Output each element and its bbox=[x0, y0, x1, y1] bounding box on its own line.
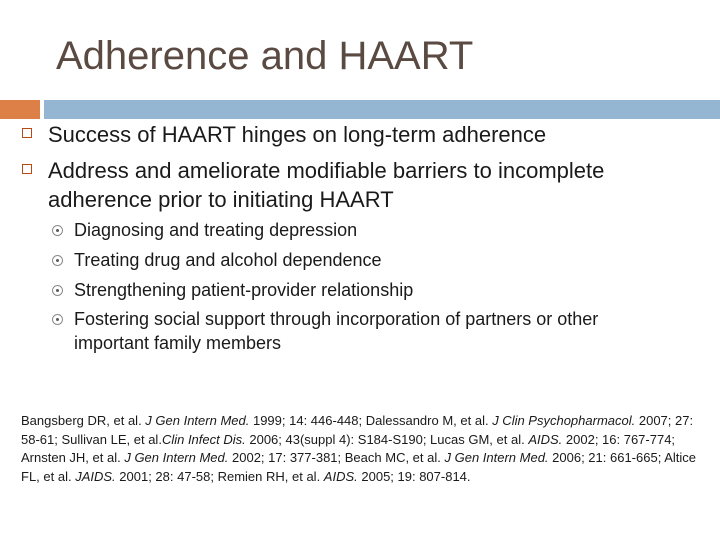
accent-bar-blue bbox=[44, 100, 720, 119]
sub-bullet-item bbox=[74, 307, 674, 355]
reference-authors: Altice FL, et al. bbox=[21, 450, 696, 484]
reference-details: 2006; 21: 661-665; bbox=[548, 450, 665, 465]
sub-bullet-item bbox=[74, 278, 674, 302]
reference-details: 2002; 17: 377-381; bbox=[228, 450, 345, 465]
reference-citation bbox=[61, 432, 430, 447]
slide-title: Adherence and HAART bbox=[56, 34, 474, 78]
sub-bullet-text: Treating drug and alcohol dependence bbox=[74, 250, 382, 270]
bullet-item bbox=[48, 120, 688, 149]
reference-citation bbox=[430, 432, 675, 447]
bullet-text: Success of HAART hinges on long-term adherence bbox=[48, 122, 547, 147]
sub-bullet-item bbox=[74, 248, 674, 272]
sub-bullet-text: Diagnosing and treating depression bbox=[74, 220, 358, 240]
circle-dot-bullet-icon bbox=[52, 255, 63, 266]
reference-journal: J Gen Intern Med. bbox=[444, 450, 549, 465]
reference-citation bbox=[21, 413, 366, 428]
reference-authors: Lucas GM, et al. bbox=[430, 431, 529, 447]
accent-bar-orange bbox=[0, 100, 40, 119]
reference-journal: J Clin Psychopharmacol. bbox=[492, 413, 636, 428]
reference-journal: J Gen Intern Med. bbox=[145, 413, 250, 428]
square-bullet-icon bbox=[22, 164, 32, 174]
sub-bullet-text: Strengthening patient-provider relationship bbox=[74, 280, 414, 300]
reference-details: 2002; 16: 767-774; bbox=[562, 431, 676, 447]
reference-details: 2007; 27: 58-61; bbox=[21, 413, 694, 447]
sub-bullet-text: Fostering social support through incorporation of partners or other important family members bbox=[74, 309, 599, 353]
square-bullet-icon bbox=[22, 128, 32, 138]
reference-authors: Beach MC, et al. bbox=[344, 450, 445, 465]
bullet-text: Address and ameliorate modifiable barriers to incomplete adherence prior to initiating HAART bbox=[48, 158, 605, 212]
reference-citation bbox=[21, 450, 345, 465]
reference-details: 2006; 43(suppl 4): S184-S190; bbox=[245, 431, 431, 447]
reference-journal: J Gen Intern Med. bbox=[124, 450, 229, 465]
sub-bullet-item bbox=[74, 218, 674, 242]
reference-details: 2001; 28: 47-58; bbox=[115, 468, 218, 484]
circle-dot-bullet-icon bbox=[52, 285, 63, 296]
reference-citation bbox=[345, 450, 664, 465]
reference-journal: JAIDS. bbox=[75, 468, 116, 484]
circle-dot-bullet-icon bbox=[52, 314, 63, 325]
reference-authors: Sullivan LE, et al. bbox=[61, 431, 162, 447]
bullet-item bbox=[48, 156, 688, 214]
reference-journal: Clin Infect Dis. bbox=[161, 431, 246, 447]
reference-journal: AIDS. bbox=[528, 431, 563, 447]
reference-details: 2005; 19: 807-814. bbox=[357, 468, 471, 484]
reference-authors: Arnsten JH, et al. bbox=[21, 450, 125, 465]
reference-citation bbox=[218, 469, 471, 484]
reference-journal: AIDS. bbox=[323, 468, 358, 484]
reference-details: 1999; 14: 446-448; bbox=[249, 413, 366, 428]
reference-authors: Dalessandro M, et al. bbox=[365, 413, 493, 428]
reference-authors: Bangsberg DR, et al. bbox=[21, 413, 146, 428]
reference-authors: Remien RH, et al. bbox=[217, 468, 324, 484]
references bbox=[21, 412, 701, 486]
circle-dot-bullet-icon bbox=[52, 225, 63, 236]
